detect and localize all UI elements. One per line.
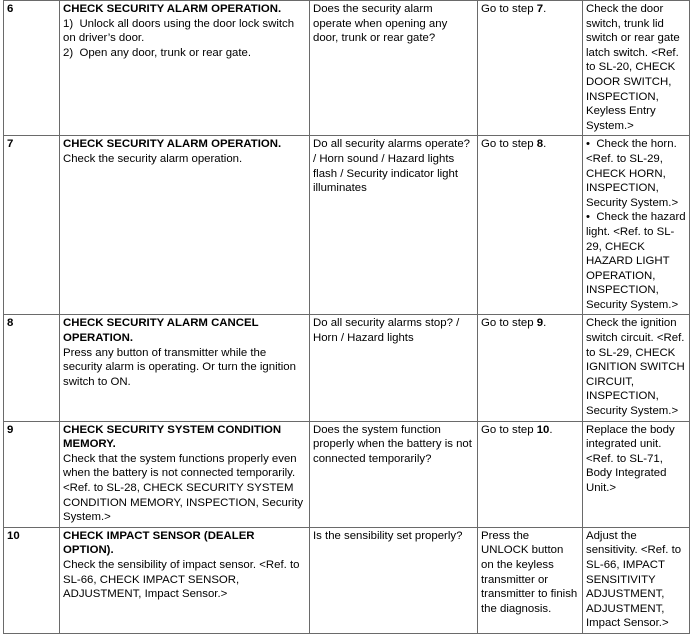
step-title: CHECK SECURITY SYSTEM CONDITION MEMORY. — [63, 423, 282, 451]
step-procedure — [60, 136, 310, 315]
procedure-line: Check the sensibility of impact sensor. <Ref. to SL-66, CHECK IMPACT SENSOR, ADJUSTMENT, Impact Sensor.> — [63, 558, 300, 601]
step-number: 6 — [4, 1, 60, 136]
table-row — [4, 315, 690, 421]
no-action: Check the ignition switch circuit. <Ref. to SL-29, CHECK IGNITION SWITCH CIRCUIT, INSPECTION, Security System.> — [583, 315, 690, 421]
next-step-number: 7 — [536, 3, 544, 15]
check-question: Do all security alarms operate? / Horn sound / Hazard lights flash / Security indicator light illuminates — [310, 136, 478, 315]
no-action-item: • Check the hazard light. <Ref. to SL-29, CHECK HAZARD LIGHT OPERATION, INSPECTION, Security System.> — [586, 211, 686, 311]
procedure-line: Check that the system functions properly even when the battery is not connected temporarily. <Ref. to SL-28, CHECK SECURITY SYSTEM CONDITION MEMORY, INSPECTION, Security System.> — [63, 452, 304, 524]
procedure-line: 2) Open any door, trunk or rear gate. — [63, 46, 252, 59]
yes-action: Press the UNLOCK button on the keyless transmitter or transmitter to finish the diagnosis. — [478, 527, 583, 633]
check-question: Does the security alarm operate when opening any door, trunk or rear gate? — [310, 1, 478, 136]
yes-text: Go to step — [481, 423, 537, 436]
table-row — [4, 527, 690, 633]
yes-action — [478, 421, 583, 527]
step-title: CHECK SECURITY ALARM CANCEL OPERATION. — [63, 317, 259, 345]
next-step-number: 9 — [536, 317, 544, 330]
yes-text: Go to step — [481, 138, 537, 151]
no-action-item: • Check the horn. <Ref. to SL-29, CHECK HORN, INSPECTION, Security System.> — [586, 138, 679, 209]
procedure-line: Check the security alarm operation. — [63, 152, 243, 165]
next-step-number: 8 — [536, 138, 544, 151]
step-title: CHECK SECURITY ALARM OPERATION. — [63, 138, 282, 151]
no-action: Replace the body integrated unit. <Ref. to SL-71, Body Integrated Unit.> — [583, 421, 690, 527]
yes-suffix: . — [543, 138, 547, 151]
no-action: Adjust the sensitivity. <Ref. to SL-66, IMPACT SENSITIVITY ADJUSTMENT, ADJUSTMENT, Impact Sensor.> — [583, 527, 690, 633]
step-procedure — [60, 1, 310, 136]
yes-text: Go to step — [481, 317, 537, 330]
yes-action — [478, 315, 583, 421]
next-step-number: 10 — [536, 423, 550, 436]
step-number: 9 — [4, 421, 60, 527]
check-question: Does the system function properly when the battery is not connected temporarily? — [310, 421, 478, 527]
table-row — [4, 421, 690, 527]
yes-action — [478, 1, 583, 136]
step-title: CHECK SECURITY ALARM OPERATION. — [63, 3, 282, 15]
no-action: Check the door switch, trunk lid switch or rear gate latch switch. <Ref. to SL-20, CHECK DOOR SWITCH, INSPECTION, Keyless Entry System.> — [583, 1, 690, 136]
step-number: 10 — [4, 527, 60, 633]
yes-text: Go to step — [481, 3, 537, 15]
table-row — [4, 1, 690, 136]
yes-suffix: . — [543, 3, 547, 15]
step-procedure — [60, 421, 310, 527]
check-question: Do all security alarms stop? / Horn / Hazard lights — [310, 315, 478, 421]
diagnosis-table — [3, 0, 690, 634]
procedure-line: 1) Unlock all doors using the door lock switch on driver’s door. — [63, 17, 295, 45]
step-procedure — [60, 527, 310, 633]
yes-suffix: . — [549, 423, 553, 436]
no-action — [583, 136, 690, 315]
yes-suffix: . — [543, 317, 547, 330]
step-procedure — [60, 315, 310, 421]
step-title: CHECK IMPACT SENSOR (DEALER OPTION). — [63, 529, 255, 557]
step-number: 7 — [4, 136, 60, 315]
check-question: Is the sensibility set properly? — [310, 527, 478, 633]
table-row — [4, 136, 690, 315]
step-number: 8 — [4, 315, 60, 421]
procedure-line: Press any button of transmitter while the security alarm is operating. Or turn the ignition switch to ON. — [63, 346, 296, 388]
yes-action — [478, 136, 583, 315]
